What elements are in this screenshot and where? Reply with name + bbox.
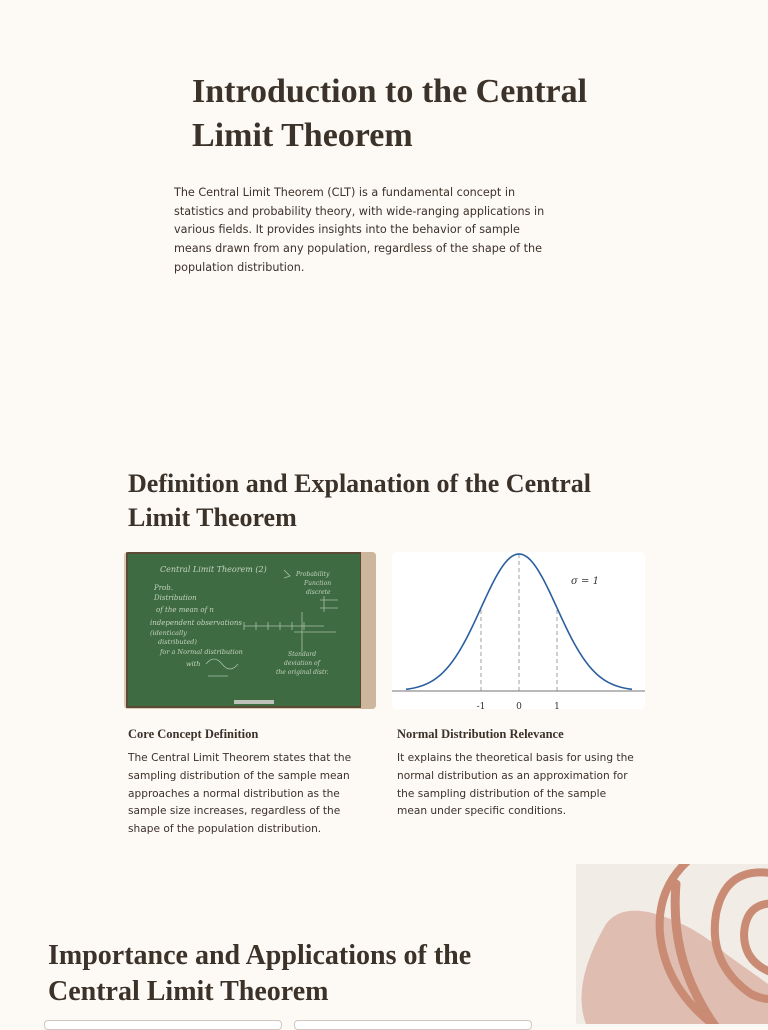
chalk-line: deviation of xyxy=(284,660,320,667)
chalk-line: with xyxy=(186,660,201,668)
chalk-line: independent observations xyxy=(150,619,242,627)
card-text-normal-distribution: It explains the theoretical basis for using the normal distribution as an approximation for the sampling distribution of the sample mean under specific conditions. xyxy=(397,752,634,818)
importance-card xyxy=(294,1020,532,1030)
definition-heading: Definition and Explanation of the Central Limit Theorem xyxy=(128,469,591,532)
chalk-line: distributed) xyxy=(158,638,197,646)
chalk-line: (identically xyxy=(150,629,187,637)
importance-card xyxy=(44,1020,282,1030)
chalk-line: for a Normal distribution xyxy=(160,648,243,656)
intro-paragraph: The Central Limit Theorem (CLT) is a fundamental concept in statistics and probability theory, with wide-ranging applications in various fields. It provides insights into the behavior of sample means drawn from any population, regardless of the shape of the population distribution. xyxy=(174,186,545,274)
sigma-label: σ = 1 xyxy=(571,576,599,587)
decorative-abstract-image xyxy=(576,864,768,1024)
tick-label: 1 xyxy=(554,702,560,709)
card-title-normal-distribution: Normal Distribution Relevance xyxy=(397,727,564,741)
page-title: Introduction to the Central Limit Theorem xyxy=(192,73,588,154)
card-text-core-concept: The Central Limit Theorem states that the sampling distribution of the sample mean approaches a normal distribution as the sample size increases, regardless of the shape of the population distribution. xyxy=(128,752,352,836)
chalk-line: the original distr. xyxy=(276,669,329,676)
normal-curve-image xyxy=(392,552,645,709)
chalk-line: Central Limit Theorem (2) xyxy=(160,565,267,574)
chalk-line: of the mean of n xyxy=(156,606,214,614)
tick-label: 0 xyxy=(516,702,522,709)
chalk-line: Probability xyxy=(296,571,330,578)
tick-label: -1 xyxy=(476,702,486,709)
chalkboard-image xyxy=(124,552,376,709)
importance-heading: Importance and Applications of the Central Limit Theorem xyxy=(48,940,472,1007)
chalk-line: Prob. xyxy=(154,584,173,592)
card-title-core-concept: Core Concept Definition xyxy=(128,727,259,741)
chalk-line: Standard xyxy=(288,651,317,658)
chalk-line: Distribution xyxy=(154,594,197,602)
chalk-line: Function xyxy=(304,580,332,587)
chalk-line: discrete xyxy=(306,589,331,596)
